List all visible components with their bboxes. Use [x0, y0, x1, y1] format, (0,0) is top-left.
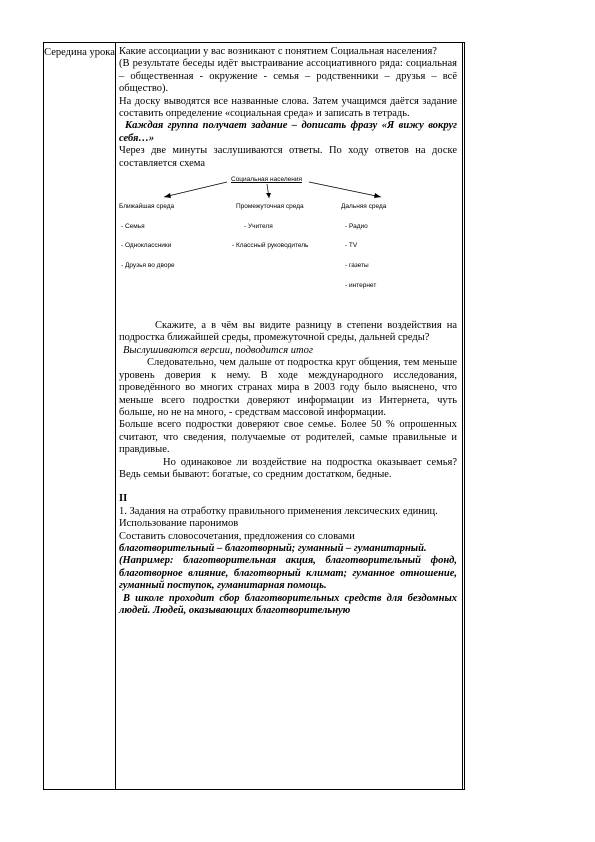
difference-question: Скажите, а в чём вы видите разницу в степени воздействия на подростка ближайшей среды, промежуточной среды, дальней среды? [119, 320, 457, 344]
diagram-col-far-item: - TV [345, 242, 358, 250]
diagram-col-far-item: - газеты [345, 262, 369, 270]
diagram-col-middle-item: - Классный руководитель [232, 242, 309, 250]
conclusion-paragraph: Следовательно, чем дальше от подростка круг общения, тем меньше уровень доверия к нему. В ходе международного исследования, проведённого во многих странах мира в 2003 году было выяснено, что меньше всего подростки доверяют информации из Интернета, чуть больше, но не на много, - средствам массовой информации. [119, 357, 457, 418]
task-heading: 1. Задания на отработку правильного применения лексических единиц. [119, 505, 438, 517]
group-task-paragraph: Каждая группа получает задание – дописать фразу «Я вижу вокруг себя…» [119, 120, 457, 144]
diagram-col-far-item: - интернет [345, 282, 377, 290]
diagram-col-near-item: - Друзья во дворе [121, 262, 175, 270]
section-number: II [119, 493, 128, 505]
diagram-col-near-item: - Одноклассники [121, 242, 172, 250]
diagram-col-middle-item: - Учителя [244, 223, 273, 231]
diagram-col-far-title: Дальняя среда [341, 203, 387, 211]
scheme-intro-paragraph: Через две минуты заслушиваются ответы. По ходу ответов на доске составляется схема [119, 145, 457, 169]
column-divider-1 [115, 43, 116, 789]
diagram-col-near-item: - Семья [121, 223, 145, 231]
compose-instruction: Составить словосочетания, предложения со словами [119, 530, 355, 542]
lesson-stage-label: Середина урока [44, 47, 115, 58]
family-trust-paragraph: Больше всего подростки доверяют свое семье. Более 50 % опрошенных считают, что сведения, получаемые от родителей, самые правильные и правдивые. [119, 419, 457, 456]
social-environment-diagram [119, 170, 457, 320]
diagram-col-middle-title: Промежуточная среда [236, 203, 304, 211]
diagram-col-far-item: - Радио [345, 223, 368, 231]
diagram-root: Социальная населения [231, 176, 302, 184]
family-question-paragraph: Но одинаковое ли воздействие на подростка оказывает семья? Ведь семьи бывают: богатые, со средним достатком, бедные. [119, 456, 457, 480]
paronyms-heading: Использование паронимов [119, 518, 239, 530]
summary-note: Выслушиваются версии, подводится итог [123, 344, 313, 356]
task-paragraph: На доску выводятся все названные слова. Затем учащимся даётся задание составить определение «социальная среда» и записать в тетрадь. [119, 95, 457, 120]
example-phrases: (Например: благотворительная акция, благотворительный фонд, благотворное влияние, благотворный климат; гуманное отношение, гуманный поступок, гуманитарная помощь. [119, 555, 457, 592]
lesson-table [43, 42, 465, 790]
example-sentence: В школе проходит сбор благотворительных средств для бездомных людей. Людей, оказывающих благотворительную [119, 592, 457, 616]
diagram-col-near-title: Ближайшая среда [119, 203, 175, 211]
column-divider-2 [462, 43, 463, 789]
lesson-content [119, 46, 457, 617]
question-paragraph: Какие ассоциации у вас возникают с понятием Социальная населения? [119, 46, 437, 57]
paronym-words: благотворительный – благотворный; гуманный – гуманитарный. [119, 542, 427, 554]
discussion-paragraph: (В результате беседы идёт выстраивание ассоциативного ряда: социальная – общественная - окружение - семья – родственники – друзья – всё общество). [119, 58, 457, 95]
